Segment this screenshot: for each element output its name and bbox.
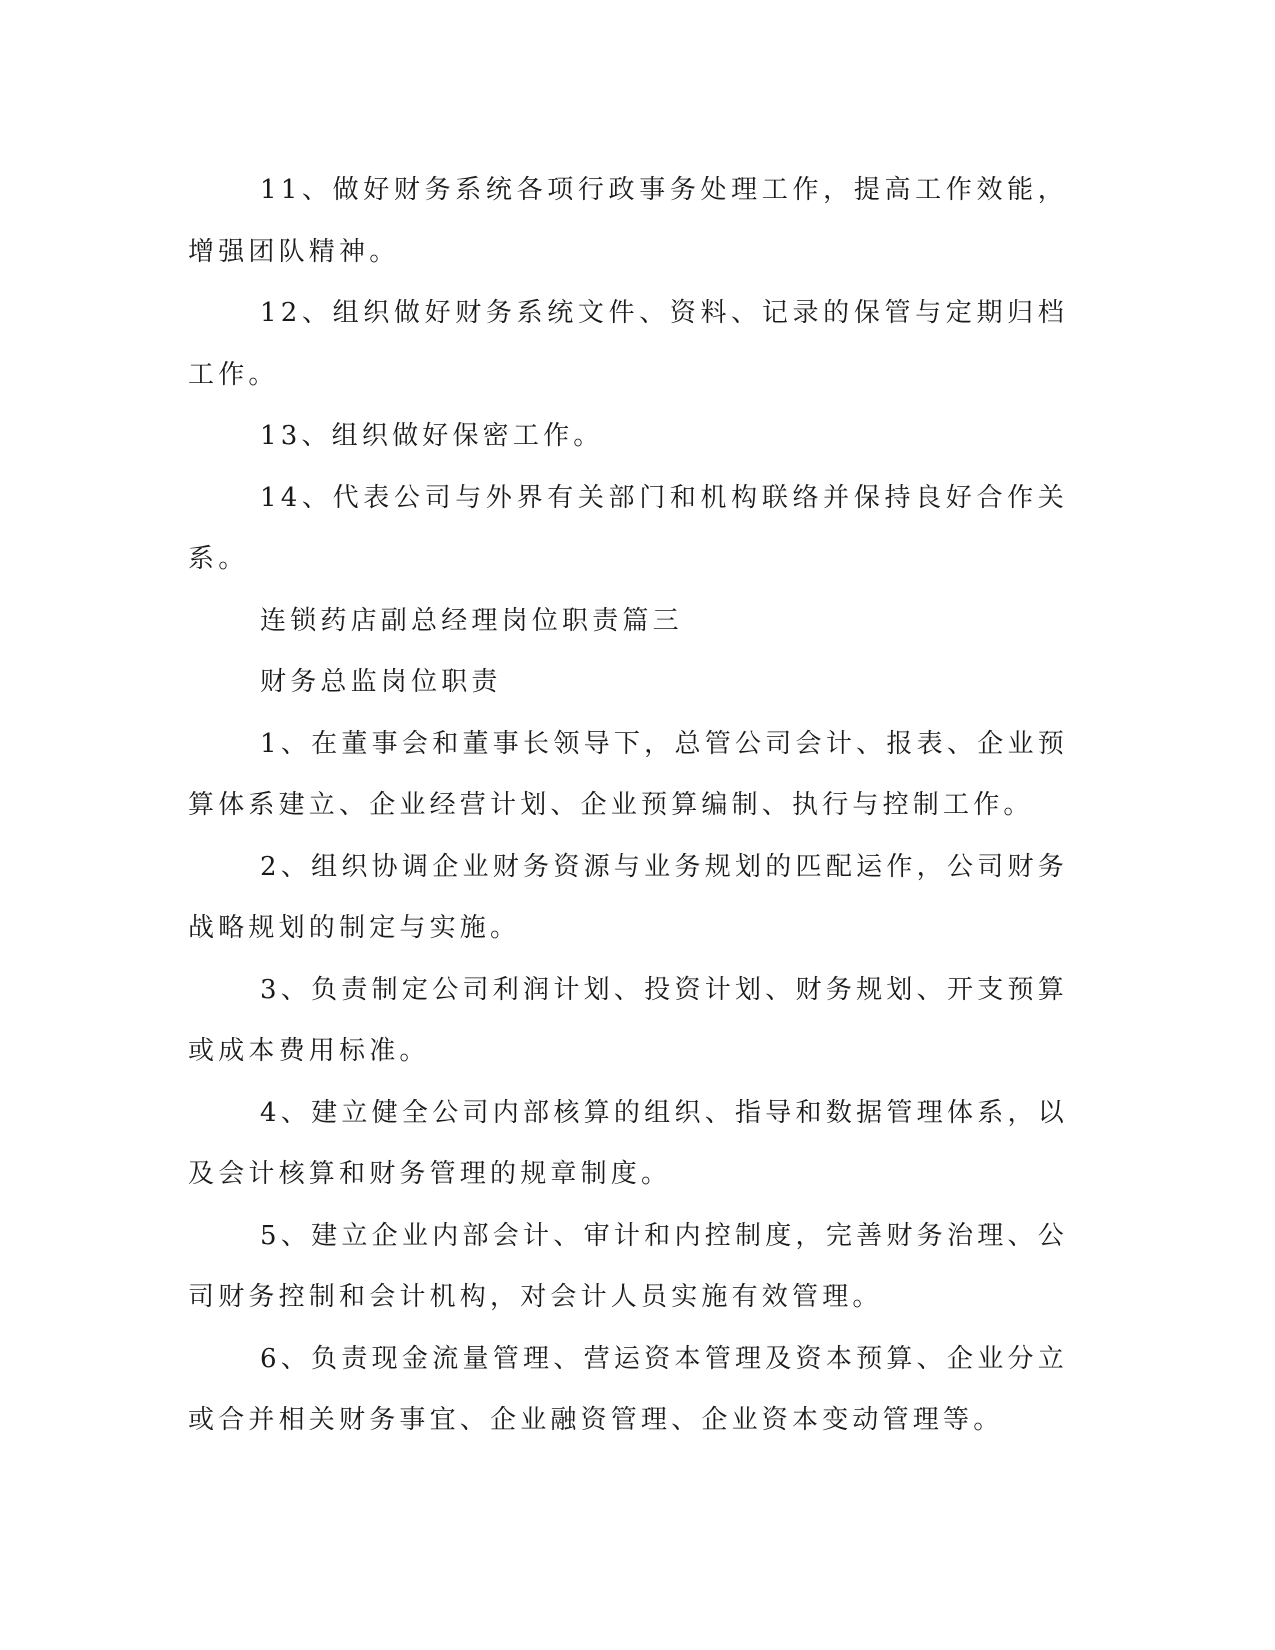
document-body [188,160,1068,1452]
section-heading: 连锁药店副总经理岗位职责篇三 [260,605,683,636]
paragraph-item-14: 14、代表公司与外界有关部门和机构联络并保持良好合作关系。 [188,482,1068,574]
paragraph-item-6: 6、负责现金流量管理、营运资本管理及资本预算、企业分立或合并相关财务事宜、企业融资管理、企业资本变动管理等。 [188,1343,1068,1435]
subsection-heading: 财务总监岗位职责 [260,667,502,697]
paragraph-item-12: 12、组织做好财务系统文件、资料、记录的保管与定期归档工作。 [188,298,1068,390]
paragraph-item-4: 4、建立健全公司内部核算的组织、指导和数据管理体系，以及会计核算和财务管理的规章制度。 [188,1097,1068,1189]
paragraph-item-5: 5、建立企业内部会计、审计和内控制度，完善财务治理、公司财务控制和会计机构，对会计人员实施有效管理。 [188,1220,1068,1312]
paragraph-item-3: 3、负责制定公司利润计划、投资计划、财务规划、开支预算或成本费用标准。 [188,974,1068,1066]
paragraph-item-13: 13、组织做好保密工作。 [260,421,604,451]
paragraph-item-2: 2、组织协调企业财务资源与业务规划的匹配运作，公司财务战略规划的制定与实施。 [188,851,1068,943]
paragraph-item-11: 11、做好财务系统各项行政事务处理工作，提高工作效能，增强团队精神。 [188,175,1068,267]
paragraph-item-1: 1、在董事会和董事长领导下，总管公司会计、报表、企业预算体系建立、企业经营计划、企业预算编制、执行与控制工作。 [188,728,1068,820]
